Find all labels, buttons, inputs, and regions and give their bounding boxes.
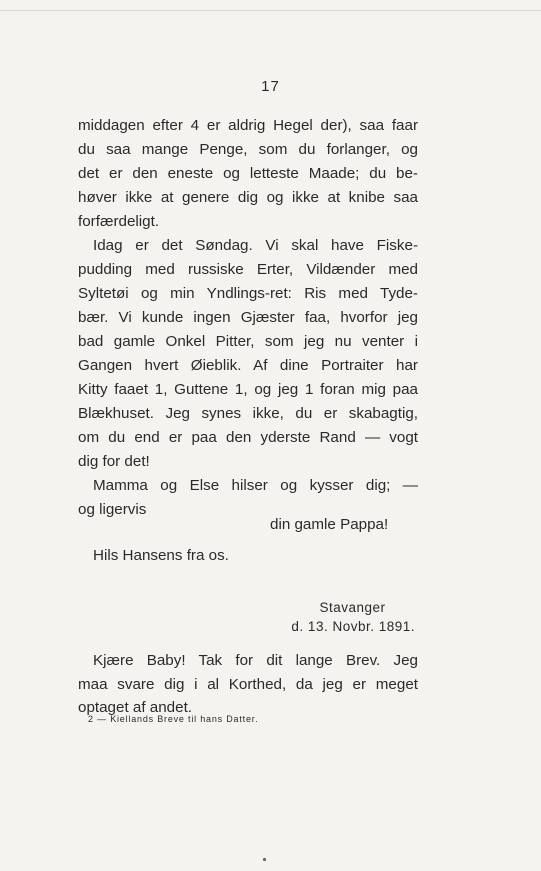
print-speck xyxy=(263,858,266,861)
text-line: dig for det! xyxy=(78,453,150,470)
text-line: bad gamle Onkel Pitter, som jeg nu venter i xyxy=(78,333,418,350)
text-line: det er den eneste og letteste Maade; du be- xyxy=(78,165,418,182)
text-line: forfærdeligt. xyxy=(78,213,160,230)
text-line: Gangen hvert Øieblik. Af dine Portraiter har xyxy=(78,357,418,374)
text-line: middagen efter 4 er aldrig Hegel der), saa faar xyxy=(78,117,418,134)
signature: din gamle Pappa! xyxy=(270,516,389,533)
page-number: 17 xyxy=(261,78,280,95)
text-line: pudding med russiske Erter, Vildænder med xyxy=(78,261,418,278)
text-line: maa svare dig i al Korthed, da jeg er meget xyxy=(78,676,418,693)
page-top-edge xyxy=(0,10,541,11)
text-line: Mamma og Else hilser og kysser dig; — xyxy=(93,477,418,494)
text-line: Blækhuset. Jeg synes ikke, du er skabagtig, xyxy=(78,405,418,422)
text-line: bær. Vi kunde ingen Gjæster faa, hvorfor jeg xyxy=(78,309,418,326)
text-line: Kitty faaet 1, Guttene 1, og jeg 1 foran mig paa xyxy=(78,381,418,398)
text-line: Kjære Baby! Tak for dit lange Brev. Jeg xyxy=(93,652,418,669)
text-line: Syltetøi og min Yndlings-ret: Ris med Tyde- xyxy=(78,285,418,302)
text-line: og ligervis xyxy=(78,501,147,518)
text-line: optaget af andet. xyxy=(78,699,193,716)
footer-signature: 2 — Kiellands Breve til hans Datter. xyxy=(88,714,259,724)
text-line: høver ikke at genere dig og ikke at knibe saa xyxy=(78,189,418,206)
text-line: om du end er paa den yderste Rand — vogt xyxy=(78,429,418,446)
text-line: du saa mange Penge, som du forlanger, og xyxy=(78,141,418,158)
letter-date: d. 13. Novbr. 1891. xyxy=(291,619,415,634)
text-line: Idag er det Søndag. Vi skal have Fiske- xyxy=(93,237,418,254)
letter-place: Stavanger xyxy=(319,600,386,615)
postscript: Hils Hansens fra os. xyxy=(93,547,229,564)
